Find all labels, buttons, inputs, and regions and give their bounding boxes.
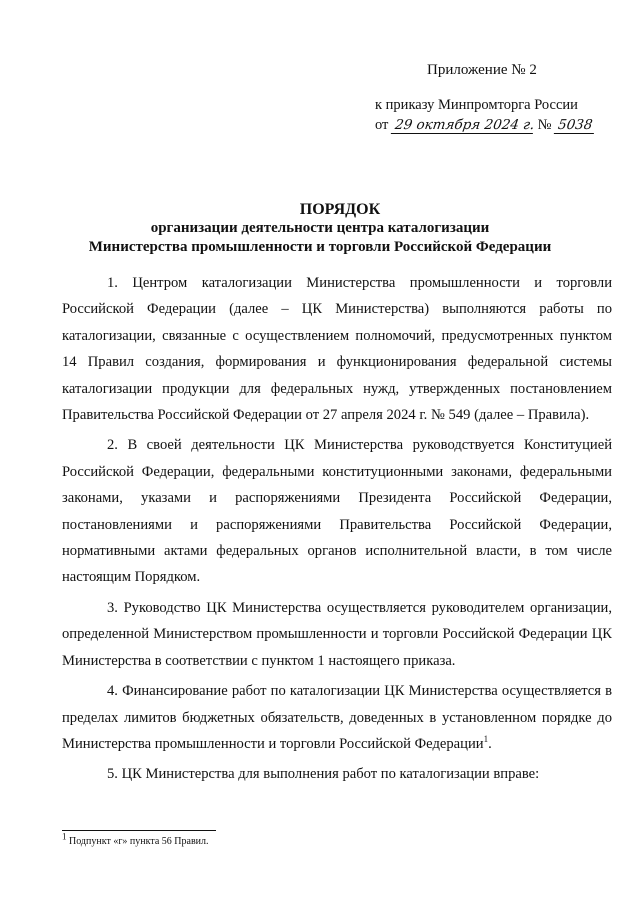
- paragraph-4: 4. Финансирование работ по каталогизации ЦК Министерства осуществляется в пределах лимитов бюджетных обязательств, доведенных в установленном порядке до Министерства промышленности и торговли Российской Федерации$^1$.: [62, 683, 612, 752]
- paragraph-4-text: 4. Финансирование работ по каталогизации ЦК Министерства осуществляется в пределах лимитов бюджетных обязательств, доведенных в установленном порядке до Министерства промышленности и торговли Российской Федерации: [62, 683, 612, 752]
- footnote-divider: [62, 830, 216, 831]
- date-prefix: от: [375, 117, 389, 133]
- order-date-line: [375, 117, 595, 134]
- footnote-mark: 1: [62, 831, 67, 842]
- paragraph-5: 5. ЦК Министерства для выполнения работ по каталогизации вправе:: [107, 766, 540, 783]
- paragraph-1: 1. Центром каталогизации Министерства промышленности и торговли Российской Федерации (далее – ЦК Министерства) выполняются работы по каталогизации, связанные с осуществлением полномочий, предусмотренных пунктом 14 Правил создания, формирования и функционирования федеральной системы каталогизации продукции для федеральных нужд, утвержденных постановлением Правительства Российской Федерации от 27 апреля 2024 г. № 549 (далее – Правила).: [62, 275, 612, 424]
- title-line-1: ПОРЯДОК: [299, 201, 381, 218]
- handwritten-number: 5038: [554, 117, 596, 134]
- paragraph-3: 3. Руководство ЦК Министерства осуществляется руководителем организации, определенной Министерством промышленности и торговли Российской Федерации ЦК Министерства в соответствии с пунктом 1 настоящего приказа.: [62, 599, 612, 669]
- number-prefix: №: [537, 117, 552, 133]
- title-line-3: Министерства промышленности и торговли Российской Федерации: [88, 239, 552, 255]
- order-reference: к приказу Минпромторга России: [375, 97, 578, 113]
- footnote-reference: 1: [483, 734, 489, 745]
- appendix-label: Приложение № 2: [427, 62, 537, 78]
- handwritten-date: 29 октября 2024 г.: [391, 117, 535, 134]
- document-title: [0, 200, 640, 257]
- footnote: [62, 831, 209, 847]
- footnote-text: Подпункт «г» пункта 56 Правил.: [66, 836, 209, 847]
- paragraph-2: 2. В своей деятельности ЦК Министерства руководствуется Конституцией Российской Федерации, федеральными конституционными законами, федеральными законами, указами и распоряжениями Президента Российской Федерации, постановлениями и распоряжениями Правительства Российской Федерации, нормативными актами федеральных органов исполнительной власти, в том числе настоящим Порядком.: [62, 437, 612, 586]
- title-line-2: организации деятельности центра каталогизации: [150, 220, 490, 236]
- document-body: [62, 270, 612, 792]
